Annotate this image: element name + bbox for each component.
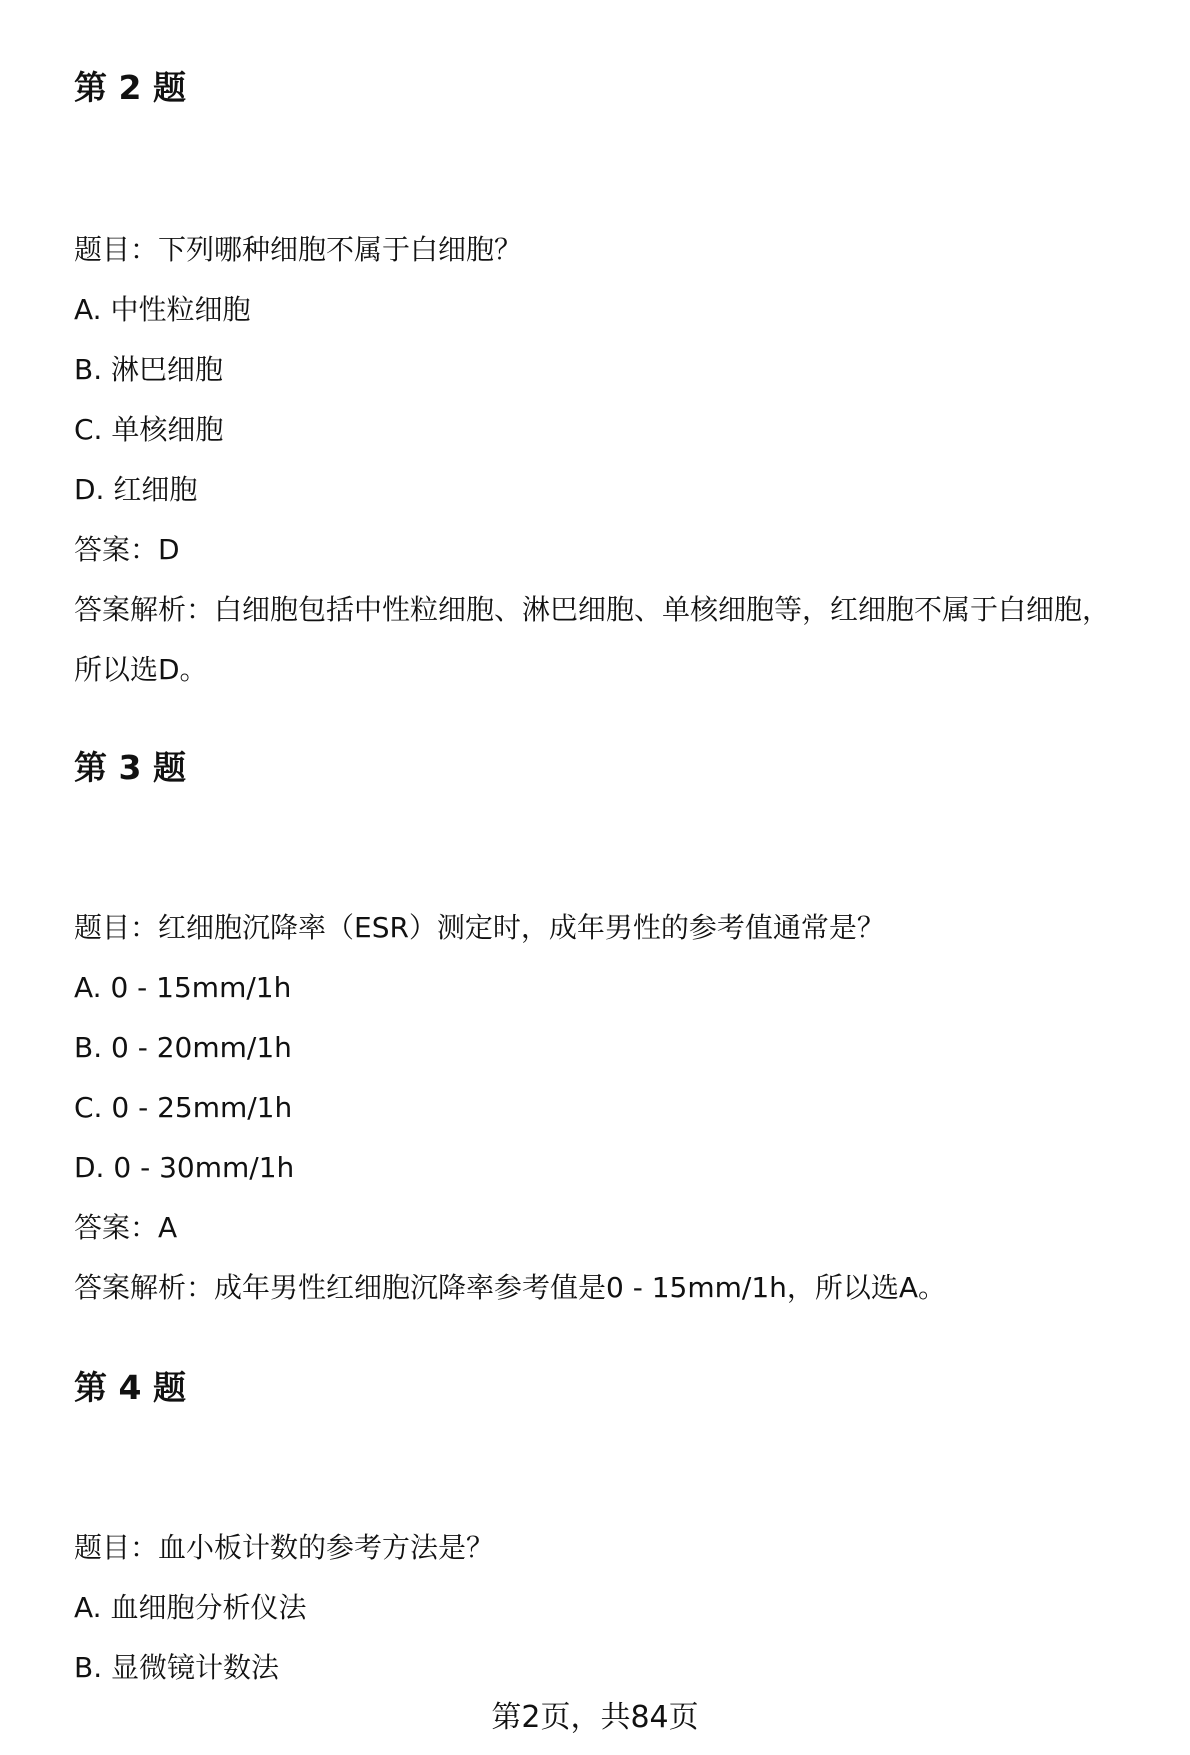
question-stem: 题目：红细胞沉降率（ESR）测定时，成年男性的参考值通常是？: [74, 911, 885, 944]
option-a: A. 中性粒细胞: [74, 293, 251, 326]
question-stem: 题目：血小板计数的参考方法是？: [74, 1531, 495, 1564]
option-a: A. 血细胞分析仪法: [74, 1591, 307, 1624]
option-d: D. 红细胞: [74, 473, 198, 506]
option-c: C. 单核细胞: [74, 413, 224, 446]
question-stem: 题目：下列哪种细胞不属于白细胞？: [74, 233, 523, 266]
question-heading: 第 4 题: [74, 1368, 186, 1407]
answer: 答案：A: [74, 1211, 178, 1244]
option-c: C. 0 - 25mm/1h: [74, 1091, 293, 1124]
option-b: B. 淋巴细胞: [74, 353, 224, 386]
option-d: D. 0 - 30mm/1h: [74, 1151, 295, 1184]
question-heading: 第 3 题: [74, 748, 186, 787]
answer: 答案：D: [74, 533, 180, 566]
question-heading: 第 2 题: [74, 68, 186, 107]
answer-analysis: 答案解析：成年男性红细胞沉降率参考值是0 - 15mm/1h，所以选A。: [74, 1271, 947, 1304]
option-b: B. 0 - 20mm/1h: [74, 1031, 292, 1064]
option-a: A. 0 - 15mm/1h: [74, 971, 292, 1004]
page-number: 第2页，共84页: [491, 1700, 699, 1735]
option-b: B. 显微镜计数法: [74, 1651, 280, 1684]
answer-analysis: 答案解析：白细胞包括中性粒细胞、淋巴细胞、单核细胞等，红细胞不属于白细胞，所以选D。: [74, 593, 1111, 686]
